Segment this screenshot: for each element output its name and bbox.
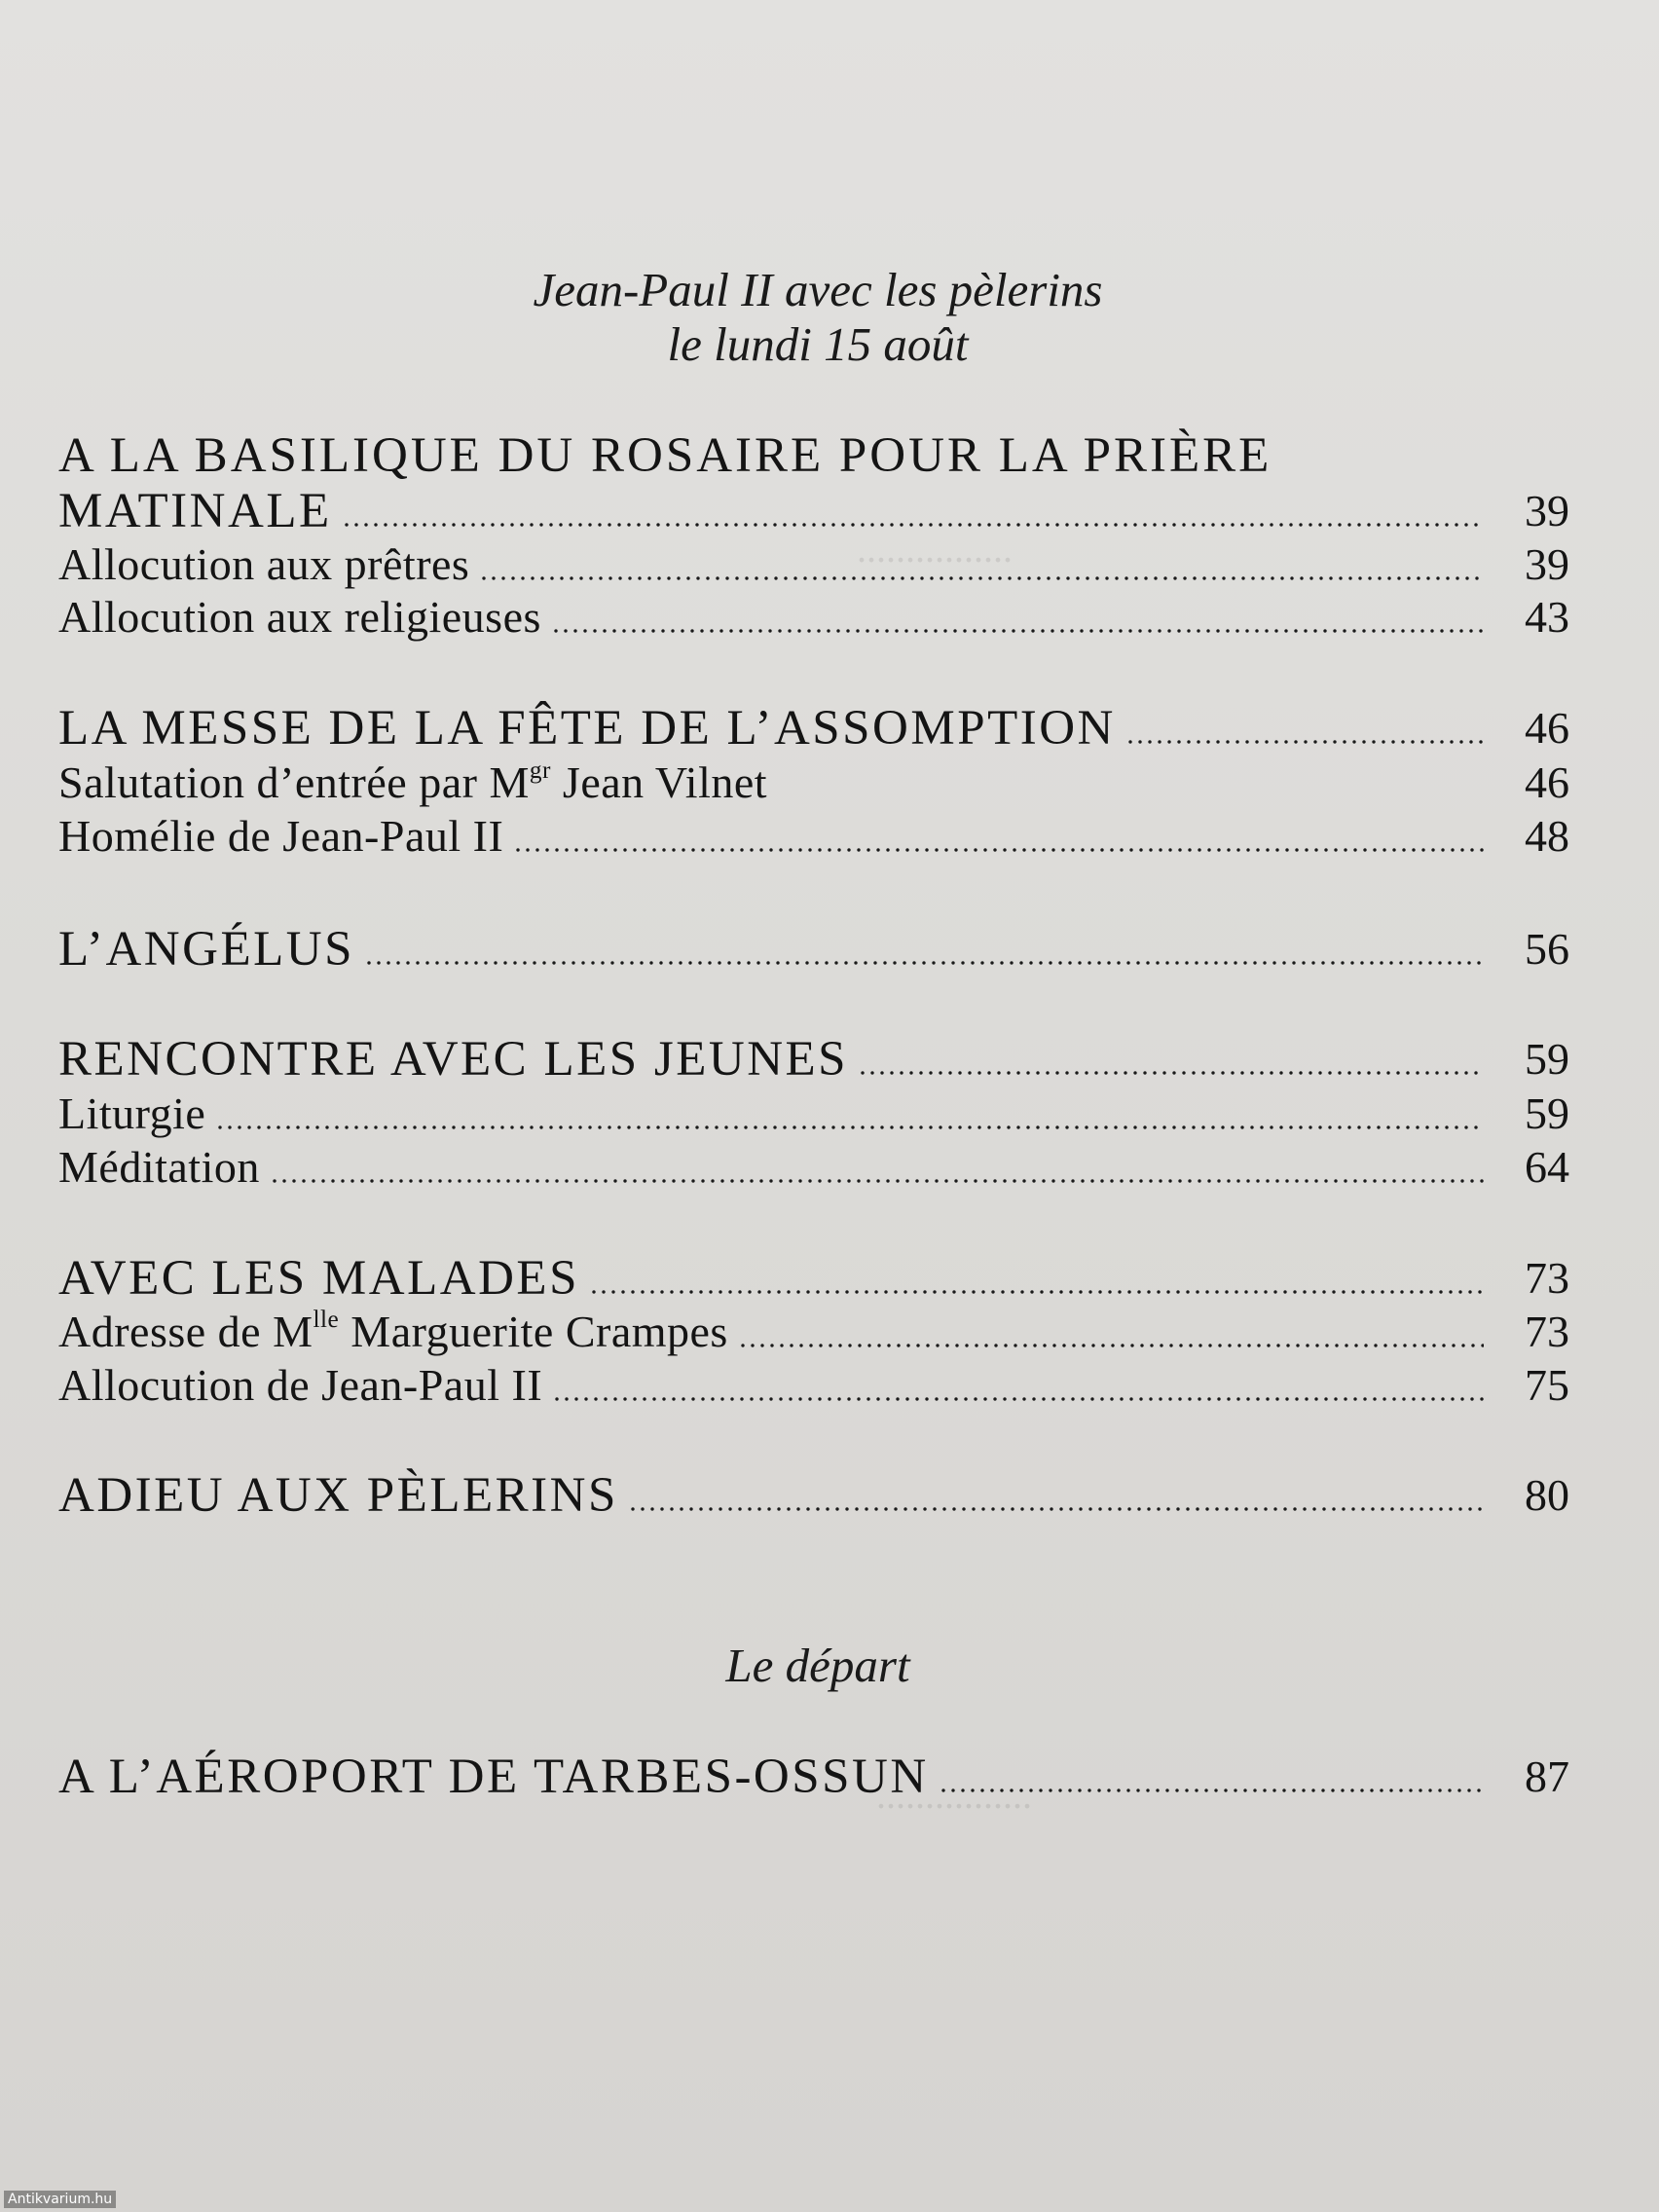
toc-entry-page: 73	[1525, 1307, 1569, 1356]
show-through-text: ................	[857, 527, 1013, 571]
toc-entry[interactable]	[58, 1358, 1569, 1413]
dot-leader	[215, 1125, 1484, 1129]
toc-entry[interactable]	[58, 1087, 1569, 1141]
toc-entry[interactable]	[58, 1032, 1569, 1087]
dot-leader	[1125, 740, 1484, 744]
departure-heading: Le départ	[725, 1639, 910, 1692]
dot-leader	[364, 961, 1484, 965]
toc-entry-page: 46	[1525, 703, 1569, 753]
toc-entry[interactable]	[58, 756, 1569, 810]
toc-entry-title: MATINALE	[58, 484, 332, 538]
toc-entry-page: 39	[1525, 539, 1569, 589]
toc-entry-page: 59	[1525, 1034, 1569, 1084]
toc-entry[interactable]	[58, 590, 1569, 645]
dot-leader	[939, 1788, 1484, 1792]
toc-entry-title: Liturgie	[58, 1088, 206, 1138]
toc-entry[interactable]	[58, 484, 1569, 538]
toc-entry-page: 87	[1525, 1751, 1569, 1801]
dot-leader	[270, 1179, 1484, 1183]
dot-leader	[479, 576, 1484, 580]
toc-entry[interactable]	[58, 1468, 1569, 1523]
watermark: Antikvarium.hu	[4, 2191, 116, 2208]
toc-entry-title: Méditation	[58, 1142, 260, 1192]
toc-entry-title: Allocution de Jean-Paul II	[58, 1360, 543, 1410]
dot-leader	[342, 523, 1484, 527]
toc-heading-basilique-line1: A LA BASILIQUE DU ROSAIRE POUR LA PRIÈRE	[58, 428, 1272, 483]
toc-entry-title: RENCONTRE AVEC LES JEUNES	[58, 1032, 849, 1087]
toc-entry-title: Allocution aux religieuses	[58, 592, 541, 642]
toc-entry[interactable]	[58, 537, 1569, 592]
toc-entry-title: LA MESSE DE LA FÊTE DE L’ASSOMPTION	[58, 701, 1116, 756]
toc-entry-page: 39	[1525, 486, 1569, 535]
dot-leader	[552, 1397, 1484, 1401]
toc-entry-page: 43	[1525, 592, 1569, 642]
toc-entry-title: Homélie de Jean-Paul II	[58, 811, 504, 861]
toc-entry[interactable]	[58, 1140, 1569, 1195]
toc-entry-page: 75	[1525, 1360, 1569, 1410]
toc-entry[interactable]	[58, 809, 1569, 864]
toc-entry[interactable]	[58, 1750, 1569, 1804]
dot-leader	[589, 1290, 1484, 1294]
section-heading-line2: le lundi 15 août	[667, 317, 969, 371]
toc-entry-page: 64	[1525, 1142, 1569, 1192]
toc-entry-title: Salutation d’entrée par $M^{gr}$ Jean Vilnet	[58, 756, 768, 807]
dot-leader	[513, 848, 1484, 852]
toc-entry[interactable]	[58, 922, 1569, 977]
toc-entry[interactable]	[58, 701, 1569, 756]
toc-entry-title: Adresse de $M^{lle}$ Marguerite Crampes	[58, 1305, 728, 1356]
toc-entry-page: 73	[1525, 1253, 1569, 1303]
show-through-text: ................	[876, 1773, 1032, 1817]
toc-entry-title: ADIEU AUX PÈLERINS	[58, 1468, 618, 1523]
section-heading-line1: Jean-Paul II avec les pèlerins	[533, 263, 1103, 316]
toc-entry[interactable]	[58, 1305, 1569, 1359]
dot-leader	[858, 1071, 1484, 1075]
toc-entry-page: 48	[1525, 811, 1569, 861]
dot-leader	[628, 1507, 1484, 1511]
toc-entry-title: AVEC LES MALADES	[58, 1251, 579, 1306]
toc-entry-title: A L’AÉROPORT DE TARBES-OSSUN	[58, 1750, 929, 1804]
toc-entry-page: 80	[1525, 1470, 1569, 1520]
toc-entry-title: Allocution aux prêtres	[58, 539, 470, 589]
dot-leader	[738, 1344, 1484, 1347]
toc-entry-title: L’ANGÉLUS	[58, 922, 354, 977]
toc-entry-page: 46	[1525, 757, 1569, 807]
toc-entry-page: 56	[1525, 924, 1569, 974]
toc-entry-page: 59	[1525, 1088, 1569, 1138]
dot-leader	[551, 629, 1484, 633]
toc-entry[interactable]	[58, 1251, 1569, 1306]
